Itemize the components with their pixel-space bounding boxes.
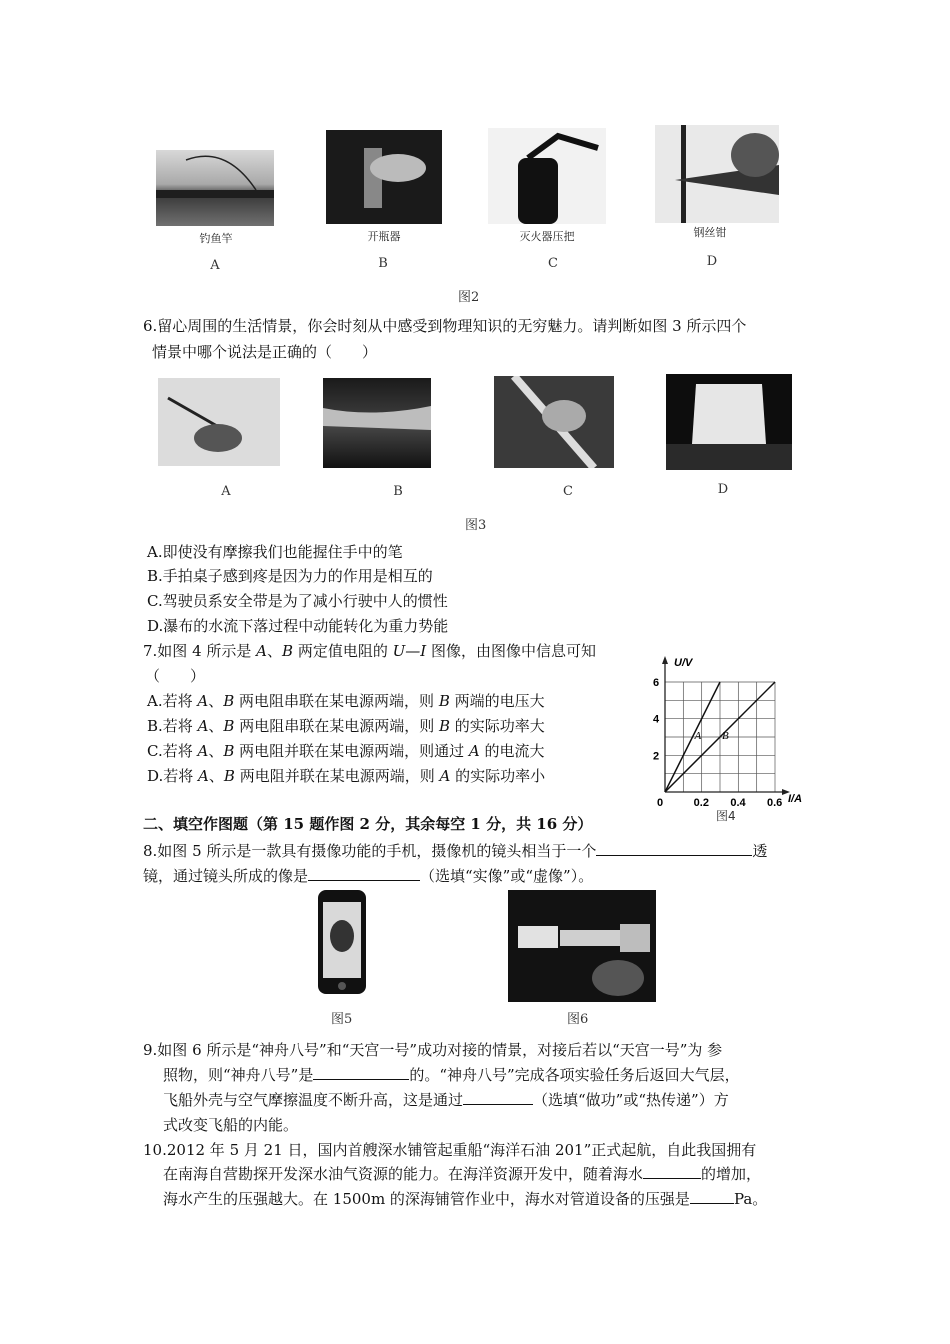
q8-line1: 8.如图 5 所示是一款具有摄像功能的手机，摄像机的镜头相当于一个 透 xyxy=(143,842,768,860)
fig2-letter-a: A xyxy=(210,258,220,273)
section-2-heading: 二、填空作图题（第 15 题作图 2 分，其余每空 1 分，共 16 分） xyxy=(143,815,593,833)
fishing-rod-photo xyxy=(156,150,274,226)
series-label-a: A xyxy=(694,730,702,742)
fig2-caption-a: 钓鱼竿 xyxy=(199,232,233,245)
y-tick-label: 6 xyxy=(653,677,660,689)
q7-option-c: C.若将 A、B 两电阻并联在某电源两端，则通过 A 的电流大 xyxy=(147,742,545,760)
q6-option-d: D.瀑布的水流下落过程中动能转化为重力势能 xyxy=(147,617,449,635)
q7-option-b: B.若将 A、B 两电阻串联在某电源两端，则 B 的实际功率大 xyxy=(147,717,545,735)
fig2-letter-b: B xyxy=(378,256,388,271)
q9-line3: 飞船外壳与空气摩擦温度不断升高，这是通过 （选填“做功”或“热传递”）方 xyxy=(163,1091,729,1109)
figure-4-ui-chart xyxy=(640,652,820,832)
seatbelt-photo xyxy=(494,376,614,468)
y-tick-label: 4 xyxy=(653,713,660,726)
fig3-label: 图3 xyxy=(465,518,487,533)
waterfall-photo xyxy=(666,374,792,470)
q6-stem-line1: 6.留心周围的生活情景，你会时刻从中感受到物理知识的无穷魅力。请判断如图 3 所示四个 xyxy=(143,317,747,335)
fig2-letter-c: C xyxy=(548,256,558,271)
hand-table-photo xyxy=(323,378,431,468)
series-label-b: B xyxy=(722,730,729,742)
fig3-letter-d: D xyxy=(717,482,729,497)
q7-stem-line2: （ ） xyxy=(145,667,206,685)
writing-hand-photo xyxy=(158,378,280,466)
q9-line4: 式改变飞船的内能。 xyxy=(163,1116,299,1134)
x-tick-label: 0 xyxy=(657,797,664,809)
x-tick-label: 0.2 xyxy=(693,797,709,809)
q9-blank-1[interactable] xyxy=(313,1065,409,1080)
y-tick-label: 2 xyxy=(653,750,660,763)
x-tick-label: 0.6 xyxy=(767,797,783,809)
fig3-letter-b: B xyxy=(393,484,403,499)
q10-line2: 在南海自营勘探开发深水油气资源的能力。在海洋资源开发中，随着海水 的增加， xyxy=(163,1165,762,1183)
extinguisher-photo xyxy=(488,128,606,224)
y-axis-arrow xyxy=(662,656,668,664)
x-axis-label: I/A xyxy=(788,793,803,805)
bottle-opener-photo xyxy=(326,130,442,224)
q9-line2: 照物，则“神舟八号”是 的。“神舟八号”完成各项实验任务后返回大气层， xyxy=(163,1066,740,1084)
fig2-caption-b: 开瓶器 xyxy=(367,230,401,243)
q9-blank-2[interactable] xyxy=(463,1090,533,1105)
q7-option-a: A.若将 A、B 两电阻串联在某电源两端，则 B 两端的电压大 xyxy=(147,692,545,710)
pliers-photo xyxy=(655,125,779,223)
x-tick-label: 0.4 xyxy=(730,797,746,809)
y-axis-label: U/V xyxy=(674,657,693,669)
q10-blank-2[interactable] xyxy=(690,1189,734,1204)
fig4-label: 图4 xyxy=(716,809,736,823)
chart-ticks xyxy=(653,677,782,809)
q8-line2: 镜，通过镜头所成的像是 （选填“实像”或“虚像”）。 xyxy=(143,867,594,885)
fig6-label: 图6 xyxy=(567,1012,589,1027)
q10-line3: 海水产生的压强越大。在 1500m 的深海铺管作业中，海水对管道设备的压强是 Pa。 xyxy=(163,1190,768,1208)
fig2-caption-d: 钢丝钳 xyxy=(693,226,727,239)
q6-stem-line2: 情景中哪个说法是正确的（ ） xyxy=(152,343,378,361)
fig2-label: 图2 xyxy=(458,290,480,305)
fig3-letter-c: C xyxy=(563,484,573,499)
q10-blank-1[interactable] xyxy=(643,1164,701,1179)
spacecraft-docking-photo xyxy=(508,890,656,1002)
fig5-label: 图5 xyxy=(331,1012,353,1027)
fig2-caption-c: 灭火器压把 xyxy=(519,230,575,243)
q8-blank-1[interactable] xyxy=(596,841,752,856)
phone-photo xyxy=(318,890,366,994)
q9-line1: 9.如图 6 所示是“神舟八号”和“天宫一号”成功对接的情景，对接后若以“天宫一号”为 参 xyxy=(143,1041,723,1059)
fig3-letter-a: A xyxy=(221,484,231,499)
fig2-letter-d: D xyxy=(706,254,718,269)
q10-line1: 10.2012 年 5 月 21 日，国内首艘深水铺管起重船“海洋石油 201”正式起航，自此我国拥有 xyxy=(143,1141,757,1159)
q7-stem-line1: 7.如图 4 所示是 A、B 两定值电阻的 U—I 图像，由图像中信息可知 xyxy=(143,642,596,660)
q8-blank-2[interactable] xyxy=(308,866,420,881)
q7-option-d: D.若将 A、B 两电阻并联在某电源两端，则 A 的实际功率小 xyxy=(147,767,546,785)
q6-option-b: B.手拍桌子感到疼是因为力的作用是相互的 xyxy=(147,567,433,585)
q6-option-a: A.即使没有摩擦我们也能握住手中的笔 xyxy=(147,543,403,561)
q6-option-c: C.驾驶员系安全带是为了减小行驶中人的惯性 xyxy=(147,592,448,610)
